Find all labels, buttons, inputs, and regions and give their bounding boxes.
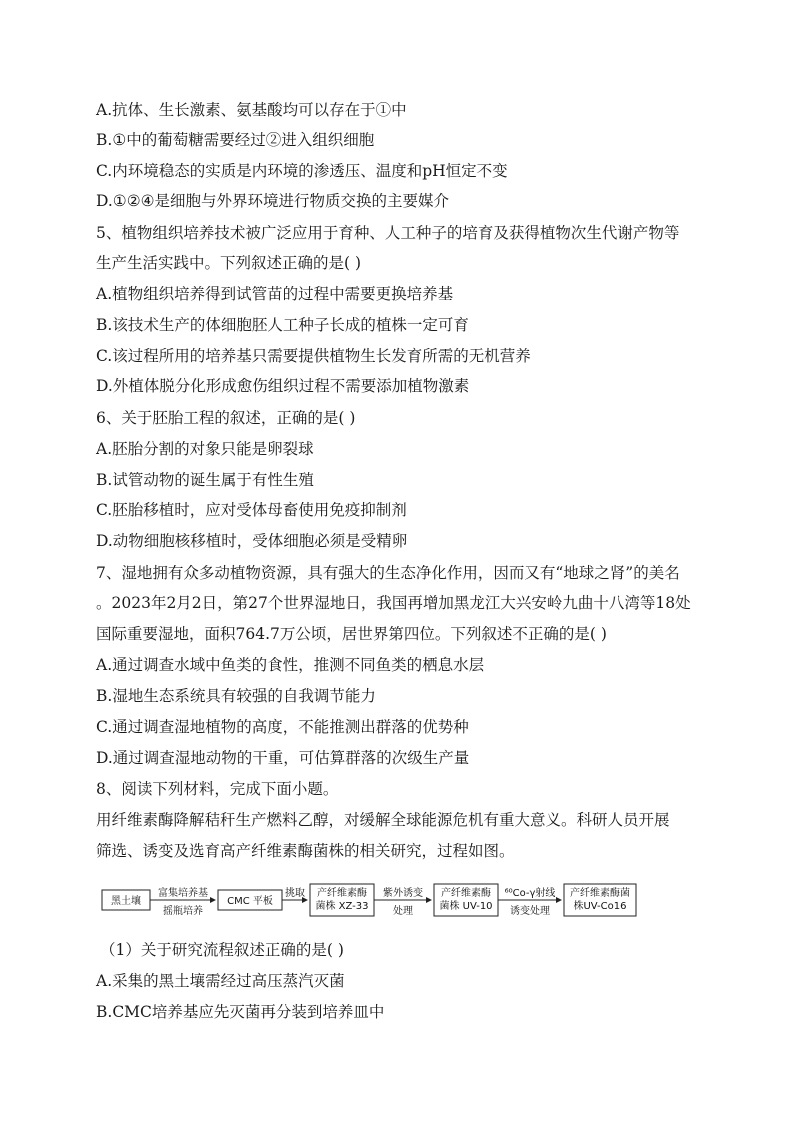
text-line: B.试管动物的诞生属于有性生殖 — [96, 471, 314, 489]
flow-box — [310, 884, 374, 916]
flow-arrow-label: 挑取 — [285, 888, 305, 899]
flow-box-label: 产纤维素酶 — [441, 888, 491, 899]
text-line: 5、植物组织培养技术被广泛应用于育种、人工种子的培育及获得植物次生代谢产物等 — [96, 224, 680, 242]
flow-box — [564, 884, 636, 916]
text-line: A.采集的黑土壤需经过高压蒸汽灭菌 — [96, 972, 345, 990]
flow-box-label: 产纤维素酶菌 — [570, 888, 630, 899]
flow-box — [218, 890, 282, 910]
text-line: D.①②④是细胞与外界环境进行物质交换的主要媒介 — [96, 192, 449, 210]
text-line: D.外植体脱分化形成愈伤组织过程不需要添加植物激素 — [96, 377, 470, 395]
flow-arrow-label: 摇瓶培养 — [163, 906, 203, 917]
text-line: C.通过调查湿地植物的高度，不能推测出群落的优势种 — [96, 718, 469, 736]
text-line: 8、阅读下列材料，完成下面小题。 — [96, 780, 339, 798]
text-line: C.胚胎移植时，应对受体母畜使用免疫抑制剂 — [96, 501, 407, 519]
text-line: D.通过调查湿地动物的干重，可估算群落的次级生产量 — [96, 749, 470, 767]
text-line: B.该技术生产的体细胞胚人工种子长成的植株一定可育 — [96, 316, 469, 334]
text-line: D.动物细胞核移植时，受体细胞必须是受精卵 — [96, 532, 408, 550]
text-line: 。2023年2月2日，第27个世界湿地日，我国再增加黑龙江大兴安岭九曲十八湾等18处 — [96, 594, 691, 612]
text-line: （1）关于研究流程叙述正确的是( ) — [100, 941, 344, 959]
flow-arrow — [374, 886, 432, 917]
text-line: A.通过调查水域中鱼类的食性，推测不同鱼类的栖息水层 — [96, 656, 485, 674]
text-line: 生产生活实践中。下列叙述正确的是( ) — [96, 254, 362, 272]
text-line: B.湿地生态系统具有较强的自我调节能力 — [96, 687, 376, 705]
text-line: C.该过程所用的培养基只需要提供植物生长发育所需的无机营养 — [96, 347, 531, 365]
text-line: A.胚胎分割的对象只能是卵裂球 — [96, 440, 314, 458]
flow-arrow — [498, 886, 562, 917]
text-line: B.CMC培养基应先灭菌再分装到培养皿中 — [96, 1003, 385, 1021]
flow-arrow-label: 诱变处理 — [510, 906, 550, 917]
flow-arrow-label: 处理 — [393, 906, 413, 917]
text-line: B.①中的葡萄糖需要经过②进入组织细胞 — [96, 131, 375, 149]
flow-box-label: 菌株 XZ-33 — [315, 901, 369, 912]
flow-arrow — [282, 886, 308, 903]
flow-box-label: CMC 平板 — [227, 896, 273, 907]
flow-box-label: 产纤维素酶 — [317, 888, 367, 899]
text-line: 6、关于胚胎工程的叙述，正确的是( ) — [96, 409, 356, 427]
text-line: C.内环境稳态的实质是内环境的渗透压、温度和pH恒定不变 — [96, 162, 508, 180]
text-line: 用纤维素酶降解秸秆生产燃料乙醇，对缓解全球能源危机有重大意义。科研人员开展 — [96, 811, 670, 829]
flow-box-label: 菌株 UV-10 — [439, 901, 493, 912]
flow-box — [434, 884, 498, 916]
text-line: 筛选、诱变及选育高产纤维素酶菌株的相关研究，过程如图。 — [96, 842, 515, 860]
flow-box-label: 黑土壤 — [111, 896, 141, 907]
flow-arrow-label: 紫外诱变 — [383, 888, 423, 899]
flow-arrow-label: ⁶⁰Co-γ射线 — [504, 888, 556, 899]
text-line: A.抗体、生长激素、氨基酸均可以存在于①中 — [96, 101, 407, 119]
text-line: 7、湿地拥有众多动植物资源，具有强大的生态净化作用，因而又有“地球之肾”的美名 — [96, 564, 680, 582]
flow-arrow — [150, 886, 216, 917]
flow-box-label: 株UV-Co16 — [573, 901, 627, 912]
text-line: A.植物组织培养得到试管苗的过程中需要更换培养基 — [96, 285, 454, 303]
flow-box — [102, 890, 150, 910]
flow-diagram — [100, 882, 640, 924]
flow-arrow-label: 富集培养基 — [158, 888, 208, 899]
text-line: 国际重要湿地，面积764.7万公顷，居世界第四位。下列叙述不正确的是( ) — [96, 625, 607, 643]
